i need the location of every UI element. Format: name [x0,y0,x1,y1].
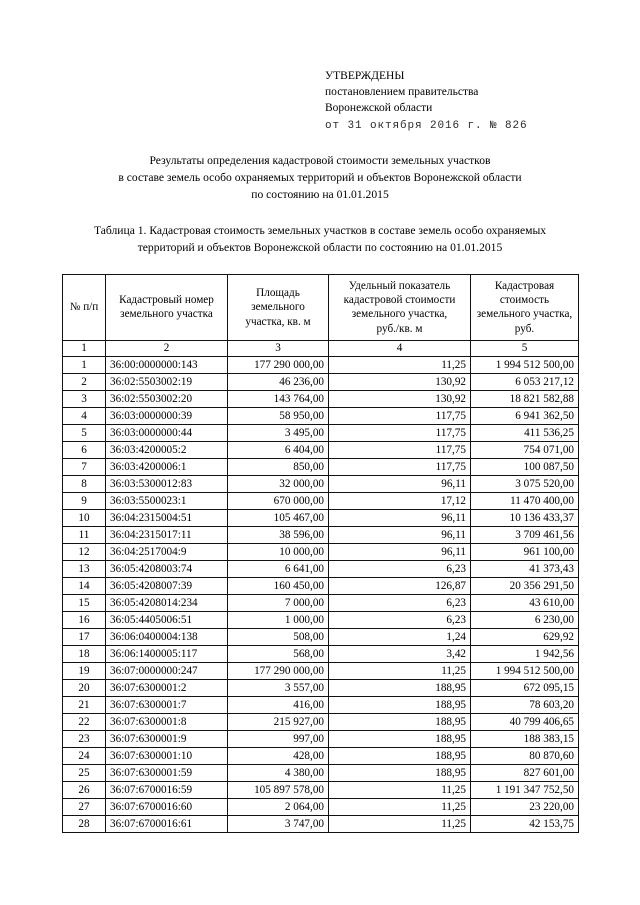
cell-area: 3 557,00 [228,679,329,696]
cell-index: 23 [63,730,106,747]
cell-cadastral-value: 23 220,00 [471,798,579,815]
cell-area: 10 000,00 [228,543,329,560]
table-row [63,560,579,577]
column-header-cadastral-value-line-3: земельного участка, [476,308,573,321]
table-header [63,275,579,357]
cell-cadastral-number: 36:07:6300001:9 [106,730,228,747]
cell-cadastral-value: 1 994 512 500,00 [471,356,579,373]
table-row [63,628,579,645]
cadastral-value-table [62,274,579,833]
table-row [63,441,579,458]
cell-index: 16 [63,611,106,628]
table-row [63,781,579,798]
column-header-specific-indicator-line-1: Удельный показатель [348,280,451,292]
cell-cadastral-number: 36:03:0000000:44 [106,424,228,441]
cell-index: 8 [63,475,106,492]
cell-index: 5 [63,424,106,441]
cell-cadastral-value: 20 356 291,50 [471,577,579,594]
table-header-row [63,275,579,341]
cell-specific-indicator: 126,87 [329,577,471,594]
column-number-4: 4 [329,340,471,356]
cell-specific-indicator: 1,24 [329,628,471,645]
cell-index: 21 [63,696,106,713]
column-header-specific-indicator [329,275,471,341]
cell-cadastral-number: 36:04:2315004:51 [106,509,228,526]
cell-index: 1 [63,356,106,373]
cell-cadastral-number: 36:07:6300001:7 [106,696,228,713]
cell-cadastral-number: 36:03:4200005:2 [106,441,228,458]
cell-area: 58 950,00 [228,407,329,424]
cell-index: 2 [63,373,106,390]
cell-index: 11 [63,526,106,543]
table-row [63,424,579,441]
cell-cadastral-value: 6 053 217,12 [471,373,579,390]
cell-cadastral-value: 18 821 582,88 [471,390,579,407]
document-heading [62,152,578,203]
table-row [63,611,579,628]
column-header-cadastral-number [106,275,228,341]
cell-cadastral-number: 36:03:5300012:83 [106,475,228,492]
cell-index: 13 [63,560,106,577]
table-row [63,407,579,424]
cell-index: 3 [63,390,106,407]
column-number-row [63,340,579,356]
cell-index: 6 [63,441,106,458]
cell-cadastral-number: 36:05:4208007:39 [106,577,228,594]
column-header-specific-indicator-line-4: руб./кв. м [376,322,423,335]
cell-cadastral-value: 1 942,56 [471,645,579,662]
cell-cadastral-number: 36:07:0000000:247 [106,662,228,679]
cell-specific-indicator: 11,25 [329,798,471,815]
cell-index: 19 [63,662,106,679]
table-row [63,509,579,526]
table-row [63,390,579,407]
cell-cadastral-number: 36:05:4405006:51 [106,611,228,628]
cell-specific-indicator: 6,23 [329,560,471,577]
cell-area: 46 236,00 [228,373,329,390]
cell-cadastral-value: 1 191 347 752,50 [471,781,579,798]
table-row [63,577,579,594]
approval-decree-date: от 31 октября 2016 г. № 826 [325,119,528,132]
cell-specific-indicator: 6,23 [329,611,471,628]
cell-area: 177 290 000,00 [228,356,329,373]
cell-area: 1 000,00 [228,611,329,628]
table-row [63,730,579,747]
heading-line-1: Результаты определения кадастровой стоимости земельных участков [149,154,491,167]
cell-cadastral-number: 36:07:6300001:59 [106,764,228,781]
cell-specific-indicator: 117,75 [329,458,471,475]
column-number-5: 5 [471,340,579,356]
approval-line-3: Воронежской области [325,102,433,115]
cell-area: 38 596,00 [228,526,329,543]
table-row [63,492,579,509]
cell-specific-indicator: 117,75 [329,407,471,424]
table-row [63,747,579,764]
cell-cadastral-number: 36:07:6700016:61 [106,815,228,832]
cell-area: 416,00 [228,696,329,713]
cell-area: 6 641,00 [228,560,329,577]
cell-cadastral-number: 36:07:6300001:8 [106,713,228,730]
table-row [63,475,579,492]
cell-area: 568,00 [228,645,329,662]
column-header-index-line-1: № п/п [69,301,99,314]
cell-specific-indicator: 96,11 [329,475,471,492]
cell-cadastral-number: 36:05:4208003:74 [106,560,228,577]
cell-cadastral-value: 827 601,00 [471,764,579,781]
column-number-1: 1 [63,340,106,356]
cell-index: 22 [63,713,106,730]
cell-cadastral-value: 11 470 400,00 [471,492,579,509]
column-header-area [228,275,329,341]
cell-area: 6 404,00 [228,441,329,458]
cell-cadastral-value: 10 136 433,37 [471,509,579,526]
cell-area: 508,00 [228,628,329,645]
cell-cadastral-value: 6 230,00 [471,611,579,628]
cell-cadastral-number: 36:03:0000000:39 [106,407,228,424]
column-header-cadastral-number-line-1: Кадастровый номер [119,294,214,307]
cell-cadastral-number: 36:04:2517004:9 [106,543,228,560]
cell-cadastral-value: 80 870,60 [471,747,579,764]
cell-cadastral-value: 3 709 461,56 [471,526,579,543]
cell-area: 850,00 [228,458,329,475]
cell-index: 12 [63,543,106,560]
table-body [63,356,579,832]
table-caption-line-1: Таблица 1. Кадастровая стоимость земельных участков в составе земель особо охраняемых [93,224,547,237]
cell-area: 3 747,00 [228,815,329,832]
table-caption [62,222,578,256]
heading-line-3: по состоянию на 01.01.2015 [251,188,389,201]
cell-cadastral-number: 36:00:0000000:143 [106,356,228,373]
cell-cadastral-value: 100 087,50 [471,458,579,475]
cell-specific-indicator: 188,95 [329,764,471,781]
cell-specific-indicator: 130,92 [329,390,471,407]
cell-cadastral-value: 961 100,00 [471,543,579,560]
table-row [63,679,579,696]
cell-area: 2 064,00 [228,798,329,815]
cell-cadastral-number: 36:06:1400005:117 [106,645,228,662]
cell-index: 18 [63,645,106,662]
cell-index: 25 [63,764,106,781]
column-number-3: 3 [228,340,329,356]
cell-area: 997,00 [228,730,329,747]
cell-index: 28 [63,815,106,832]
cell-cadastral-value: 43 610,00 [471,594,579,611]
cell-area: 428,00 [228,747,329,764]
cell-specific-indicator: 96,11 [329,543,471,560]
cell-specific-indicator: 130,92 [329,373,471,390]
approval-line-1: УТВЕРЖДЕНЫ [325,70,405,82]
table-row [63,815,579,832]
table-caption-line-2: территорий и объектов Воронежской области по состоянию на 01.01.2015 [137,241,503,254]
cell-specific-indicator: 188,95 [329,713,471,730]
cell-specific-indicator: 3,42 [329,645,471,662]
cell-cadastral-number: 36:02:5503002:19 [106,373,228,390]
cell-cadastral-value: 41 373,43 [471,560,579,577]
cell-specific-indicator: 96,11 [329,509,471,526]
table-row [63,356,579,373]
cell-cadastral-value: 188 383,15 [471,730,579,747]
cell-cadastral-value: 78 603,20 [471,696,579,713]
cell-specific-indicator: 188,95 [329,679,471,696]
cell-cadastral-value: 6 941 362,50 [471,407,579,424]
cell-area: 143 764,00 [228,390,329,407]
column-header-specific-indicator-line-3: земельного участка, [351,308,448,321]
cell-cadastral-number: 36:05:4208014:234 [106,594,228,611]
table-row [63,798,579,815]
cell-specific-indicator: 188,95 [329,747,471,764]
cell-specific-indicator: 117,75 [329,441,471,458]
table-row [63,543,579,560]
cell-area: 215 927,00 [228,713,329,730]
table-row [63,373,579,390]
cell-area: 105 897 578,00 [228,781,329,798]
cell-index: 14 [63,577,106,594]
column-header-area-line-3: участка, кв. м [245,315,311,328]
cell-index: 27 [63,798,106,815]
column-header-area-line-1: Площадь [256,287,300,300]
cadastral-value-table-wrapper [62,274,578,833]
cell-cadastral-value: 672 095,15 [471,679,579,696]
table-row [63,526,579,543]
cell-specific-indicator: 11,25 [329,781,471,798]
cell-cadastral-value: 1 994 512 500,00 [471,662,579,679]
cell-cadastral-value: 42 153,75 [471,815,579,832]
cell-index: 9 [63,492,106,509]
cell-cadastral-number: 36:07:6700016:60 [106,798,228,815]
table-row [63,764,579,781]
cell-index: 24 [63,747,106,764]
cell-specific-indicator: 188,95 [329,696,471,713]
cell-specific-indicator: 6,23 [329,594,471,611]
table-row [63,645,579,662]
table-row [63,662,579,679]
cell-cadastral-number: 36:07:6300001:10 [106,747,228,764]
cell-area: 3 495,00 [228,424,329,441]
column-header-cadastral-value-line-4: руб. [514,322,535,335]
cell-cadastral-number: 36:03:5500023:1 [106,492,228,509]
cell-specific-indicator: 17,12 [329,492,471,509]
cell-cadastral-value: 754 071,00 [471,441,579,458]
cell-specific-indicator: 11,25 [329,356,471,373]
approval-block [325,68,585,134]
table-row [63,594,579,611]
column-header-specific-indicator-line-2: кадастровой стоимости [343,294,456,307]
cell-area: 160 450,00 [228,577,329,594]
column-header-cadastral-value-line-1: Кадастровая [494,280,555,292]
cell-area: 7 000,00 [228,594,329,611]
cell-index: 20 [63,679,106,696]
cell-cadastral-value: 40 799 406,65 [471,713,579,730]
cell-cadastral-value: 629,92 [471,628,579,645]
cell-area: 177 290 000,00 [228,662,329,679]
cell-index: 4 [63,407,106,424]
column-header-index [63,275,106,341]
cell-area: 670 000,00 [228,492,329,509]
table-row [63,458,579,475]
column-header-cadastral-value [471,275,579,341]
cell-cadastral-number: 36:06:0400004:138 [106,628,228,645]
cell-cadastral-number: 36:04:2315017:11 [106,526,228,543]
cell-cadastral-number: 36:03:4200006:1 [106,458,228,475]
cell-index: 26 [63,781,106,798]
heading-line-2: в составе земель особо охраняемых территорий и объектов Воронежской области [118,171,522,184]
cell-cadastral-number: 36:07:6300001:2 [106,679,228,696]
cell-index: 7 [63,458,106,475]
column-header-area-line-2: земельного [251,301,305,314]
cell-cadastral-number: 36:02:5503002:20 [106,390,228,407]
table-row [63,696,579,713]
cell-index: 15 [63,594,106,611]
cell-specific-indicator: 188,95 [329,730,471,747]
table-row [63,713,579,730]
cell-cadastral-value: 3 075 520,00 [471,475,579,492]
cell-specific-indicator: 11,25 [329,815,471,832]
cell-area: 4 380,00 [228,764,329,781]
cell-area: 32 000,00 [228,475,329,492]
cell-index: 17 [63,628,106,645]
cell-cadastral-number: 36:07:6700016:59 [106,781,228,798]
column-header-cadastral-number-line-2: земельного участка [120,308,213,321]
cell-specific-indicator: 11,25 [329,662,471,679]
cell-index: 10 [63,509,106,526]
cell-area: 105 467,00 [228,509,329,526]
cell-cadastral-value: 411 536,25 [471,424,579,441]
column-header-cadastral-value-line-2: стоимость [499,294,550,307]
cell-specific-indicator: 96,11 [329,526,471,543]
approval-line-2: постановлением правительства [325,86,479,99]
column-number-2: 2 [106,340,228,356]
cell-specific-indicator: 117,75 [329,424,471,441]
